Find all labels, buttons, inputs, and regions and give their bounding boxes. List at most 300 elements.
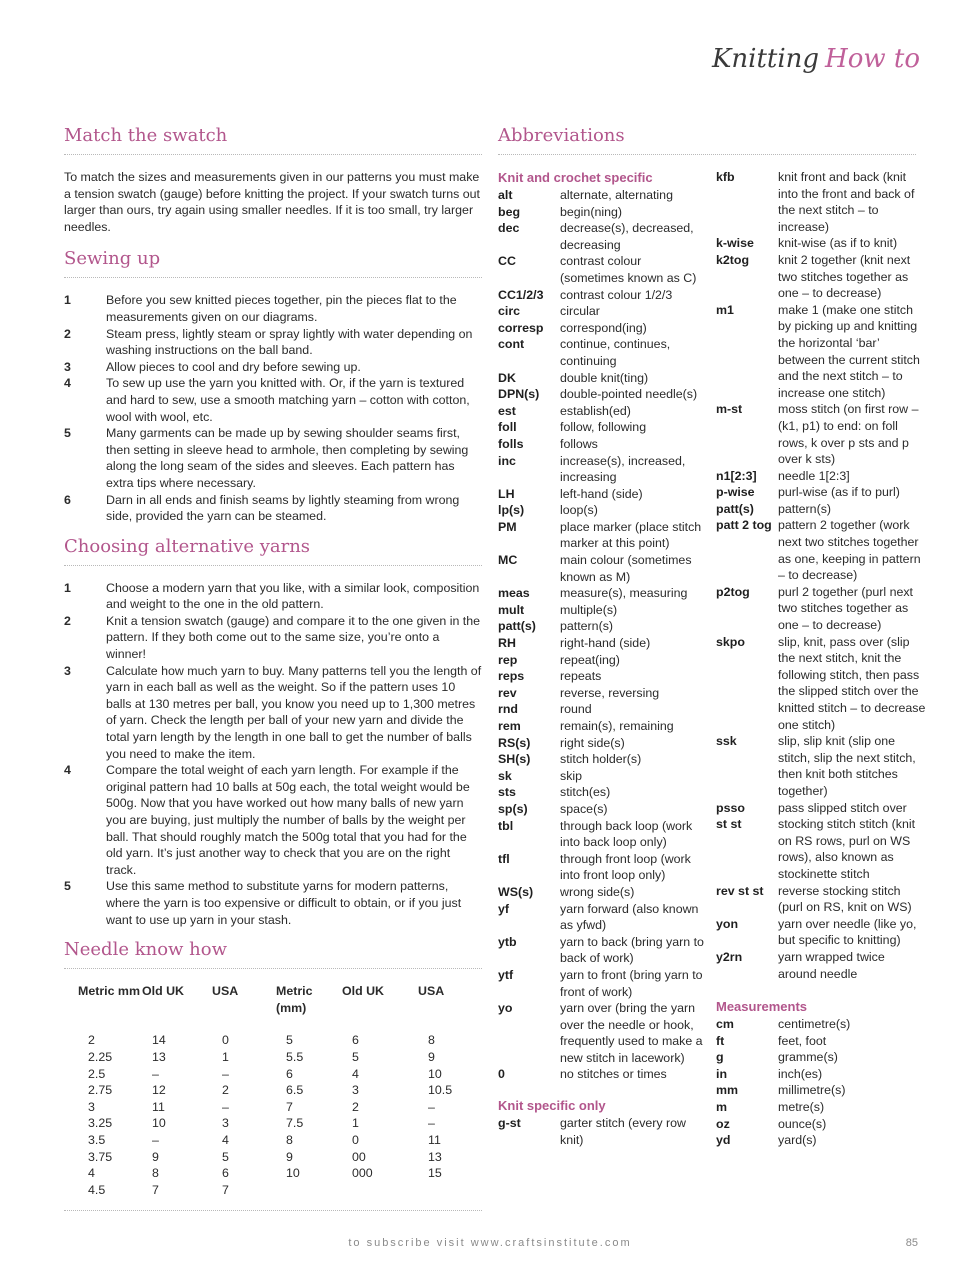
abbr-meaning: make 1 (make one stitch by picking up and knitting the horizontal ‘bar’ between the current stitch and the next stitch – to increase one stitch): [778, 302, 920, 400]
abbr-meaning: gramme(s): [778, 1050, 838, 1065]
item-number: 5: [64, 426, 71, 441]
abbr-meaning: alternate, alternating: [560, 188, 673, 202]
needle-cell: 4: [352, 1066, 359, 1081]
abbr-row: [498, 220, 708, 253]
abbr-term: LH: [498, 486, 515, 501]
abbr-term: ft: [716, 1033, 725, 1048]
abbr-title: Abbreviations: [498, 124, 916, 155]
abbr-meaning: measure(s), measuring: [560, 586, 688, 601]
abbr-kc-list: [498, 187, 708, 1083]
needle-header: Old UK: [342, 984, 384, 999]
abbr-term: meas: [498, 586, 530, 601]
abbr-meaning: yarn to back (bring yarn to back of work): [560, 934, 704, 966]
needle-cell: 8: [428, 1033, 435, 1048]
abbr-meaning: repeats: [560, 669, 602, 684]
abbr-meaning: loop(s): [560, 503, 598, 518]
abbr-meas-title: Measurements: [716, 999, 808, 1015]
abbr-meaning: through back loop (work into back loop only): [560, 818, 693, 850]
abbr-term: reps: [498, 669, 525, 684]
needle-header: Metric mm: [78, 984, 140, 999]
abbr-meaning: knit 2 together (knit next two stitches together as one – to decrease): [778, 252, 911, 301]
needle-cell: –: [428, 1099, 435, 1114]
abbr-row: [498, 751, 708, 768]
abbr-term: tfl: [498, 851, 510, 866]
needle-cell: 7.5: [286, 1116, 304, 1131]
needle-cell: 3: [352, 1083, 359, 1098]
item-number: 3: [64, 663, 71, 678]
abbr-meaning: centimetre(s): [778, 1017, 851, 1032]
abbr-row: [498, 585, 708, 602]
needle-cell: 13: [152, 1049, 166, 1064]
abbr-row: [498, 884, 708, 901]
abbr-row: [716, 1033, 926, 1050]
abbr-ks-title: Knit specific only: [498, 1098, 606, 1114]
abbr-term: sp(s): [498, 801, 528, 816]
item-number: 5: [64, 879, 71, 894]
item-text: Darn in all ends and finish seams by lightly steaming from wrong side, provided the yarn can be steamed.: [106, 492, 460, 524]
abbr-meaning: moss stitch (on first row – (k1, p1) to end: on foll rows, k over p sts and p over k sts): [778, 402, 919, 467]
needle-cell: [276, 1182, 342, 1199]
abbr-term: sk: [498, 768, 512, 783]
abbr-term: CC: [498, 254, 516, 269]
abbr-row: [498, 818, 708, 851]
abbr-term: RS(s): [498, 735, 531, 750]
abbr-row: [716, 1066, 926, 1083]
abbr-term: MC: [498, 553, 518, 568]
abbr-meaning: establish(ed): [560, 403, 631, 418]
abbr-meaning: inch(es): [778, 1066, 823, 1081]
needle-cell: 14: [152, 1033, 166, 1048]
sewing-step: [64, 375, 482, 425]
needle-cell: 2: [222, 1083, 229, 1098]
abbr-row: [716, 401, 926, 467]
abbr-row: [716, 949, 926, 982]
abbr-meaning: yarn forward (also known as yfwd): [560, 901, 699, 933]
abbr-row: [498, 336, 708, 369]
needle-cell: 1: [352, 1116, 359, 1131]
needle-cell: 8: [286, 1132, 293, 1147]
abbr-term: circ: [498, 304, 521, 319]
needle-cell: 4: [88, 1166, 95, 1181]
abbr-term: mm: [716, 1083, 739, 1098]
abbr-meaning: yarn wrapped twice around needle: [778, 949, 885, 981]
needle-header: Metric (mm): [276, 984, 313, 1015]
abbr-meaning: reverse stocking stitch (purl on RS, knit on WS): [778, 883, 912, 915]
abbr-row: [498, 253, 708, 286]
abbr-term: rev st st: [716, 883, 764, 898]
abbr-meaning: needle 1[2:3]: [778, 468, 850, 483]
abbr-row: [498, 901, 708, 934]
item-number: 6: [64, 492, 71, 507]
abbr-term: psso: [716, 800, 745, 815]
abbr-row: [498, 552, 708, 585]
needle-cell: 7: [222, 1182, 229, 1197]
abbr-meaning: left-hand (side): [560, 486, 643, 501]
needle-cell: 3.25: [88, 1116, 113, 1131]
abbr-term: g-st: [498, 1116, 521, 1131]
abbr-row: [498, 486, 708, 503]
needle-cell: 8: [152, 1166, 159, 1181]
item-number: 1: [64, 293, 71, 308]
needle-cell: 9: [152, 1149, 159, 1164]
item-text: To sew up use the yarn you knitted with. Or, if the yarn is textured and hard to sew, use a smooth matching yarn – cotton with cotton, wool with wool, etc.: [106, 376, 470, 424]
item-text: Choose a modern yarn that you like, with a similar look, composition and weight to the one in the old pattern.: [106, 580, 480, 612]
needle-cell: 10: [152, 1116, 166, 1131]
needle-cell: 6: [286, 1066, 293, 1081]
needle-cell: 9: [286, 1149, 293, 1164]
needle-cell: [342, 1182, 418, 1199]
abbr-row: [498, 436, 708, 453]
sewing-list: [64, 292, 482, 524]
header-word-knitting: Knitting: [711, 44, 820, 74]
needle-cell: 9: [428, 1049, 435, 1064]
abbr-row: [498, 668, 708, 685]
sewing-step: [64, 492, 482, 525]
needle-cell: 5: [352, 1049, 359, 1064]
abbr-ks2-list: [716, 169, 926, 982]
item-text: Allow pieces to cool and dry before sewing up.: [106, 359, 361, 374]
item-text: Before you sew knitted pieces together, pin the pieces flat to the measurements given on our diagrams.: [106, 293, 457, 324]
abbr-term: yo: [498, 1001, 513, 1016]
abbr-term: k2tog: [716, 252, 750, 267]
needle-cell: 3: [88, 1099, 95, 1114]
abbr-row: [498, 784, 708, 801]
abbr-row: [716, 468, 926, 485]
abbr-row: [716, 1099, 926, 1116]
abbr-row: [498, 934, 708, 967]
abbr-row: [716, 883, 926, 916]
abbr-row: [498, 204, 708, 221]
abbr-meaning: pattern(s): [778, 501, 832, 516]
abbr-term: cont: [498, 337, 525, 352]
item-text: Many garments can be made up by sewing shoulder seams first, then setting in sleeve head to armhole, then completing by sewing along the long seam of the sides and sleeves. Each pattern has extra tips where necessary.: [106, 426, 469, 490]
abbr-term: tbl: [498, 818, 514, 833]
abbr-term: DK: [498, 370, 516, 385]
abbr-meaning: stitch holder(s): [560, 752, 642, 767]
item-text: Compare the total weight of each yarn length. For example if the original pattern had 10 balls at 50g each, the total weight would be 500g. Now that you have worked out how many balls of new yarn you are buying, just multiply the number of balls by the weight per ball. That should roughly match the 500g total that you had for the old yarn. It’s just another way to check that you are on the right track.: [106, 763, 470, 877]
footer-text: to subscribe visit www.craftsinstitute.com: [348, 1237, 632, 1249]
abbr-term: patt 2 tog: [716, 518, 772, 533]
abbr-term: sts: [498, 785, 516, 800]
running-header: [712, 44, 920, 74]
abbr-term: skpo: [716, 634, 745, 649]
abbr-row: [498, 287, 708, 304]
abbr-row: [716, 1132, 926, 1149]
abbr-term: patt(s): [716, 501, 754, 516]
needle-header: USA: [418, 984, 445, 999]
abbr-column-2: [716, 124, 926, 1149]
abbr-term: y2rn: [716, 949, 743, 964]
needle-cell: 12: [152, 1083, 166, 1098]
abbr-term: ytf: [498, 967, 514, 982]
needle-cell: [418, 1182, 478, 1199]
abbr-row: [716, 302, 926, 402]
abbr-meaning: remain(s), remaining: [560, 719, 674, 733]
abbr-term: mult: [498, 602, 525, 617]
item-text: Use this same method to substitute yarns for modern patterns, where the yarn is too expensive or difficult to obtain, or if you just want to use up yarn in your stash.: [106, 879, 462, 927]
abbr-term: WS(s): [498, 884, 534, 899]
needle-cell: 000: [352, 1166, 373, 1181]
abbr-term: kfb: [716, 170, 735, 184]
abbr-term: ssk: [716, 734, 737, 749]
abbr-row: [716, 816, 926, 882]
abbr-row: [716, 1082, 926, 1099]
choosing-step: [64, 762, 482, 878]
sewing-step: [64, 425, 482, 491]
abbr-row: [498, 1000, 708, 1066]
needle-cell: 2: [352, 1099, 359, 1114]
item-text: Steam press, lightly steam or spray lightly with water depending on washing instructions on the ball band.: [106, 326, 473, 358]
abbr-term: rep: [498, 652, 518, 667]
abbr-meaning: stocking stitch stitch (knit on RS rows, purl on WS rows), also known as stockinette stitch: [778, 817, 916, 881]
abbr-row: [716, 1116, 926, 1133]
needle-cell: 2: [88, 1033, 95, 1048]
abbr-term: DPN(s): [498, 387, 540, 402]
abbr-meaning: purl-wise (as if to purl): [778, 485, 900, 500]
abbr-meaning: metre(s): [778, 1100, 825, 1115]
abbr-meaning: multiple(s): [560, 602, 618, 617]
abbr-row: [498, 502, 708, 519]
needle-cell: 3: [222, 1116, 229, 1131]
abbr-row: [716, 634, 926, 734]
abbr-row: [498, 735, 708, 752]
abbr-meaning: pattern 2 together (work next two stitches together as one, keeping in pattern – to decrease): [778, 518, 921, 583]
needle-cell: 15: [428, 1166, 442, 1181]
abbr-term: p2tog: [716, 584, 750, 599]
abbr-meaning: double knit(ting): [560, 370, 649, 385]
abbr-term: SH(s): [498, 752, 531, 767]
abbr-row: [716, 916, 926, 949]
abbr-term: k-wise: [716, 236, 754, 251]
abbr-term: foll: [498, 420, 517, 435]
item-number: 3: [64, 359, 71, 374]
item-number: 2: [64, 326, 71, 341]
abbr-term: rem: [498, 719, 521, 733]
needle-cell: 6.5: [286, 1083, 304, 1098]
abbr-term: m-st: [716, 402, 743, 417]
abbr-column-1: [498, 124, 708, 1148]
abbr-term: alt: [498, 188, 513, 202]
choosing-step: [64, 613, 482, 663]
abbr-meaning: stitch(es): [560, 785, 611, 800]
item-number: 4: [64, 763, 71, 778]
abbr-row: [498, 801, 708, 818]
needle-cell: 7: [152, 1182, 159, 1197]
abbr-row: [498, 320, 708, 337]
abbr-term: patt(s): [498, 619, 536, 634]
sewing-title: Sewing up: [64, 247, 482, 278]
needle-cell: 0: [222, 1033, 229, 1048]
abbr-meaning: follow, following: [560, 420, 647, 435]
abbr-meaning: no stitches or times: [560, 1067, 667, 1082]
abbr-meaning: right side(s): [560, 735, 625, 750]
abbr-meaning: yard(s): [778, 1133, 817, 1148]
needle-header: USA: [212, 984, 239, 999]
abbr-row: [498, 519, 708, 552]
needle-cell: 13: [428, 1149, 442, 1164]
match-text: To match the sizes and measurements given in our patterns you must make a tension swatch (gauge) before knitting the project. If your swatch turns out larger than ours, try again using smaller needles. If it is too small, try larger needles.: [64, 170, 480, 234]
abbr-meaning: decrease(s), decreased, decreasing: [560, 221, 694, 252]
needle-cell: 2.5: [88, 1066, 106, 1081]
abbr-meaning: skip: [560, 768, 583, 783]
abbr-term: st st: [716, 817, 742, 832]
match-title: Match the swatch: [64, 124, 482, 155]
item-text: Calculate how much yarn to buy. Many patterns tell you the length of yarn in each ball as well as the weight. So if the pattern uses 10 balls at 130 metres per ball, you know you need up to 1,300 metres of yarn. Check the length per ball of your new yarn and divide the total yarn length by the length in one ball to get the number of balls you need to make the item.: [106, 663, 482, 761]
needle-header: Old UK: [142, 984, 184, 999]
needle-cell: –: [152, 1132, 159, 1147]
needle-cell: –: [428, 1116, 435, 1131]
sewing-step: [64, 359, 482, 376]
left-column: [64, 124, 482, 1211]
abbr-meaning: slip, slip knit (slip one stitch, slip the next stitch, then knit both stitches together): [778, 734, 916, 798]
abbr-term: ytb: [498, 934, 517, 949]
abbr-row: [498, 386, 708, 403]
needle-cell: 6: [222, 1166, 229, 1181]
abbr-term: dec: [498, 221, 520, 236]
abbr-row: [498, 1115, 708, 1148]
needle-cell: 0: [352, 1132, 359, 1147]
needle-cell: 10: [286, 1166, 300, 1181]
abbr-row: [498, 187, 708, 204]
abbr-term: cm: [716, 1017, 734, 1032]
abbr-meaning: yarn to front (bring yarn to front of work): [560, 967, 703, 999]
needle-cell: 1: [222, 1049, 229, 1064]
abbr-row: [498, 652, 708, 669]
abbr-meas-list: [716, 1016, 926, 1149]
abbr-term: yf: [498, 901, 510, 916]
abbr-row: [716, 252, 926, 302]
abbr-term: beg: [498, 204, 521, 219]
abbr-meaning: through front loop (work into front loop only): [560, 851, 691, 883]
abbr-term: 0: [498, 1067, 505, 1082]
needle-cell: 5.5: [286, 1049, 304, 1064]
abbr-row: [498, 768, 708, 785]
abbr-row: [716, 517, 926, 583]
sewing-step: [64, 326, 482, 359]
needle-cell: 4: [222, 1132, 229, 1147]
needle-cell: 2.25: [88, 1049, 113, 1064]
abbr-meaning: knit-wise (as if to knit): [778, 236, 898, 251]
abbr-term: yd: [716, 1133, 731, 1148]
abbr-kc-title: Knit and crochet specific: [498, 170, 653, 185]
abbr-meaning: double-pointed needle(s): [560, 387, 698, 402]
abbr-meaning: main colour (sometimes known as M): [560, 553, 692, 584]
abbr-meaning: pass slipped stitch over: [778, 800, 907, 815]
abbr-meaning: place marker (place stitch marker at this point): [560, 519, 702, 551]
abbr-term: m: [716, 1100, 728, 1115]
page-number: 85: [905, 1237, 918, 1249]
abbr-row: [498, 370, 708, 387]
abbr-row: [498, 701, 708, 718]
abbr-meaning: right-hand (side): [560, 636, 651, 651]
abbr-meaning: increase(s), increased, increasing: [560, 453, 686, 485]
abbr-term: folls: [498, 436, 524, 451]
item-text: Knit a tension swatch (gauge) and compare it to the one given in the pattern. If they both come out to the same size, you’re onto a winner!: [106, 613, 481, 662]
item-number: 4: [64, 376, 71, 391]
abbr-meaning: pattern(s): [560, 619, 614, 634]
needle-cell: 10.5: [428, 1083, 453, 1098]
abbr-term: n1[2:3]: [716, 468, 757, 483]
abbr-term: oz: [716, 1116, 730, 1131]
needle-cell: 5: [222, 1149, 229, 1164]
abbr-term: est: [498, 403, 516, 418]
choosing-step: [64, 663, 482, 763]
needle-cell: 6: [352, 1033, 359, 1048]
abbr-term: PM: [498, 519, 517, 534]
abbr-meaning: wrong side(s): [560, 884, 635, 899]
abbr-term: m1: [716, 302, 734, 317]
abbr-row: [498, 1066, 708, 1083]
needle-cell: 7: [286, 1099, 293, 1114]
abbr-meaning: circular: [560, 304, 600, 319]
abbr-row: [716, 733, 926, 799]
abbr-meaning: reverse, reversing: [560, 685, 660, 700]
needle-cell: 4.5: [88, 1182, 106, 1197]
abbr-term: CC1/2/3: [498, 287, 544, 302]
abbr-row: [498, 453, 708, 486]
needle-cell: 3.75: [88, 1149, 113, 1164]
abbr-term: rev: [498, 685, 517, 700]
needle-cell: 2.75: [88, 1083, 113, 1098]
abbr-meaning: begin(ning): [560, 204, 622, 219]
abbr-term: RH: [498, 636, 516, 651]
abbr-row: [716, 235, 926, 252]
abbr-term: rnd: [498, 702, 518, 717]
abbr-term: yon: [716, 916, 739, 931]
abbr-meaning: yarn over needle (like yo, but specific to knitting): [778, 916, 917, 948]
abbr-meaning: millimetre(s): [778, 1083, 846, 1098]
header-word-howto: How to: [825, 44, 920, 74]
abbr-row: [498, 602, 708, 619]
abbr-meaning: round: [560, 702, 592, 717]
abbr-row: [716, 484, 926, 501]
abbr-meaning: garter stitch (every row knit): [560, 1116, 687, 1147]
abbr-ks-list: [498, 1115, 708, 1148]
abbr-meaning: purl 2 together (purl next two stitches together as one – to decrease): [778, 584, 913, 633]
abbr-meaning: contrast colour 1/2/3: [560, 287, 673, 302]
abbr-row: [716, 169, 926, 235]
item-number: 1: [64, 580, 71, 595]
abbr-row: [498, 419, 708, 436]
needle-cell: 11: [428, 1132, 441, 1147]
abbr-meaning: ounce(s): [778, 1116, 827, 1131]
choosing-list: [64, 580, 482, 928]
abbr-meaning: continue, continues, continuing: [560, 337, 671, 368]
abbr-meaning: yarn over (bring the yarn over the needle or hook, frequently used to make a new stitch in lacework): [560, 1001, 703, 1065]
abbr-row: [498, 635, 708, 652]
abbr-row: [716, 800, 926, 817]
abbr-meaning: contrast colour (sometimes known as C): [560, 254, 697, 285]
abbr-meaning: knit front and back (knit into the front and back of the next stitch – to increase): [778, 170, 915, 234]
abbr-row: [498, 618, 708, 635]
needle-table: [64, 983, 482, 1198]
needle-cell: 00: [352, 1149, 366, 1164]
choosing-step: [64, 580, 482, 613]
abbr-row: [498, 718, 708, 735]
abbr-meaning: repeat(ing): [560, 652, 620, 667]
abbr-row: [498, 851, 708, 884]
abbr-row: [498, 967, 708, 1000]
needle-cell: 3.5: [88, 1132, 106, 1147]
needle-cell: 5: [286, 1033, 293, 1048]
abbr-row: [498, 685, 708, 702]
abbr-row: [716, 584, 926, 634]
abbr-row: [716, 1016, 926, 1033]
abbr-meaning: slip, knit, pass over (slip the next stitch, knit the following stitch, then pass the slipped stitch over the knitted stitch – to decrease one stitch): [778, 634, 926, 732]
needle-cell: –: [222, 1066, 229, 1081]
needle-title: Needle know how: [64, 938, 482, 969]
abbr-term: corresp: [498, 320, 544, 335]
